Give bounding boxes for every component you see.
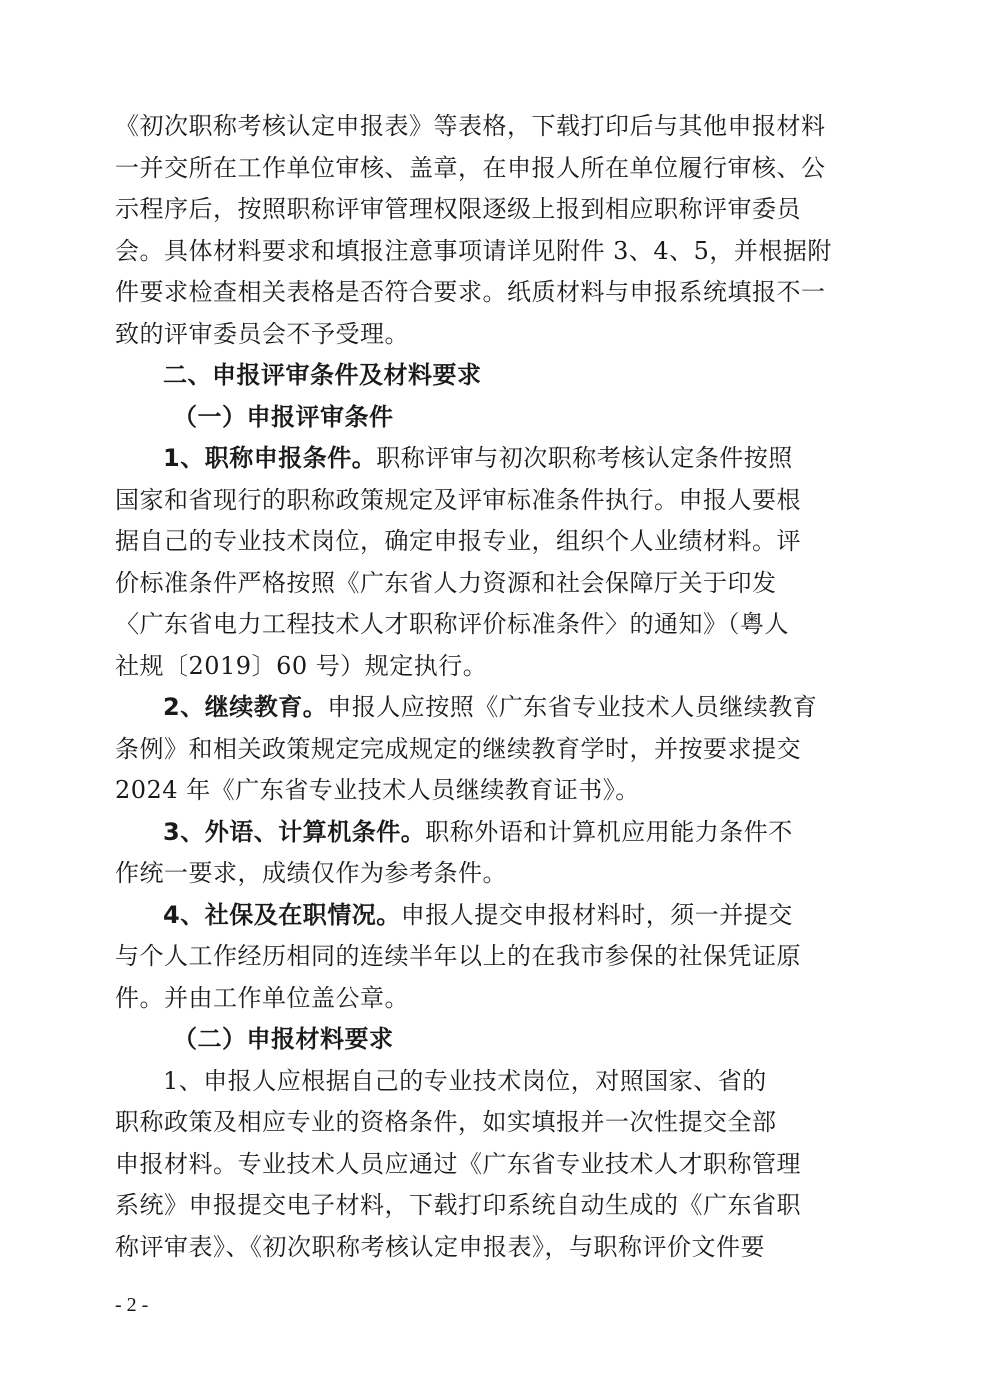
item-title: 1、职称申报条件。 bbox=[163, 444, 377, 472]
page-number: - 2 - bbox=[115, 1294, 149, 1316]
item-text: 申报人提交申报材料时，须一并提交 bbox=[400, 900, 793, 929]
section-heading: 二、申报评审条件及材料要求 bbox=[163, 361, 482, 389]
body-line: 国家和省现行的职称政策规定及评审标准条件执行。申报人要根 bbox=[115, 485, 801, 514]
item-paragraph-start bbox=[115, 687, 875, 729]
item-text: 职称评审与初次职称考核认定条件按照 bbox=[376, 444, 793, 472]
body-line: 2024 年《广东省专业技术人员继续教育证书》。 bbox=[115, 776, 640, 804]
item-paragraph-start: 1、申报人应根据自己的专业技术岗位，对照国家、省的 bbox=[163, 1066, 767, 1095]
body-line: 系统》申报提交电子材料，下载打印系统自动生成的《广东省职 bbox=[115, 1191, 801, 1219]
body-line: 职称政策及相应专业的资格条件，如实填报并一次性提交全部 bbox=[115, 1108, 777, 1136]
body-line: 致的评审委员会不予受理。 bbox=[115, 319, 409, 348]
item-title: 2、继续教育。 bbox=[163, 693, 328, 721]
body-line: 申报材料。专业技术人员应通过《广东省专业技术人才职称管理 bbox=[115, 1149, 801, 1178]
body-line: 价标准条件严格按照《广东省人力资源和社会保障厅关于印发 bbox=[115, 568, 777, 597]
item-title: 4、社保及在职情况。 bbox=[163, 900, 401, 929]
subsection-heading: （二）申报材料要求 bbox=[173, 1025, 394, 1053]
body-line: 称评审表》、《初次职称考核认定申报表》，与职称评价文件要 bbox=[115, 1232, 765, 1261]
body-line: 条例》和相关政策规定完成规定的继续教育学时，并按要求提交 bbox=[115, 734, 801, 763]
body-line: 社规〔2019〕60 号）规定执行。 bbox=[115, 651, 488, 680]
item-text: 申报人应按照《广东省专业技术人员继续教育 bbox=[327, 693, 818, 721]
item-text: 职称外语和计算机应用能力条件不 bbox=[425, 817, 793, 846]
body-line: 件。并由工作单位盖公章。 bbox=[115, 983, 409, 1012]
item-paragraph-start bbox=[115, 438, 875, 480]
subsection-heading: （一）申报评审条件 bbox=[173, 402, 394, 431]
body-line: 《初次职称考核认定申报表》等表格，下载打印后与其他申报材料 bbox=[115, 112, 826, 140]
item-paragraph-start bbox=[115, 895, 875, 937]
item-paragraph-start bbox=[115, 812, 875, 854]
body-line: 会。具体材料要求和填报注意事项请详见附件 3、4、5，并根据附 bbox=[115, 236, 832, 265]
body-line: 示程序后，按照职称评审管理权限逐级上报到相应职称评审委员 bbox=[115, 195, 801, 223]
body-line: 与个人工作经历相同的连续半年以上的在我市参保的社保凭证原 bbox=[115, 942, 801, 970]
body-line: 〈广东省电力工程技术人才职称评价标准条件〉的通知》（粤人 bbox=[115, 610, 789, 638]
body-line: 件要求检查相关表格是否符合要求。纸质材料与申报系统填报不一 bbox=[115, 278, 826, 306]
body-line: 据自己的专业技术岗位，确定申报专业，组织个人业绩材料。评 bbox=[115, 527, 801, 555]
item-title: 3、外语、计算机条件。 bbox=[163, 817, 426, 846]
body-line: 一并交所在工作单位审核、盖章，在申报人所在单位履行审核、公 bbox=[115, 153, 826, 182]
document-body bbox=[115, 106, 875, 1268]
body-line: 作统一要求，成绩仅作为参考条件。 bbox=[115, 859, 507, 887]
